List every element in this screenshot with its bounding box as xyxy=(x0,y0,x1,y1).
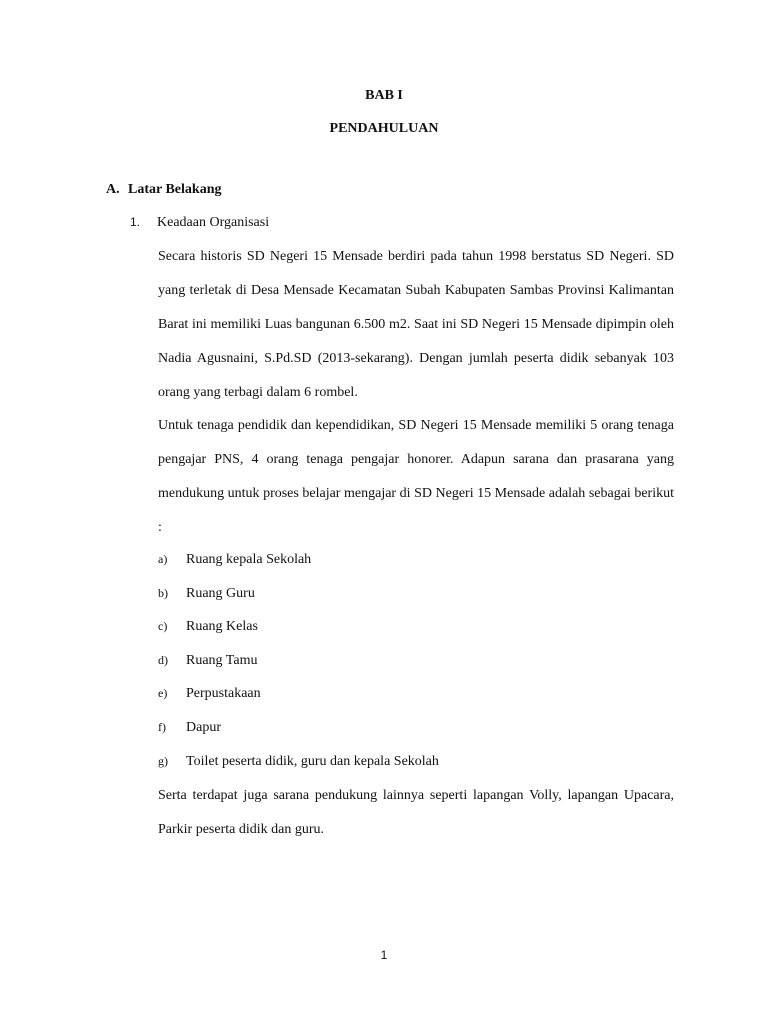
section-heading xyxy=(106,182,221,198)
list-text: Perpustakaan xyxy=(186,686,261,702)
list-letter: a) xyxy=(158,552,168,566)
list-item xyxy=(158,650,439,684)
list-letter: g) xyxy=(158,753,168,768)
paragraph-history: Secara historis SD Negeri 15 Mensade berdiri pada tahun 1998 berstatus SD Negeri. SD yang terletak di Desa Mensade Kecamatan Subah Kabupaten Sambas Provinsi Kalimantan Barat ini memiliki Luas bangunan 6.500 m2. Saat ini SD Negeri 15 Mensade dipimpin oleh Nadia Agusnaini, S.Pd.SD (2013-sekarang). Dengan jumlah peserta didik sebanyak 103 orang yang terbagi dalam 6 rombel. xyxy=(158,249,674,400)
list-text: Ruang kepala Sekolah xyxy=(186,552,312,567)
chapter-heading: BAB I xyxy=(365,88,403,103)
section-marker: A. xyxy=(106,182,120,197)
list-text: Dapur xyxy=(186,719,221,735)
list-text: Ruang Kelas xyxy=(186,619,258,635)
list-item xyxy=(158,616,439,650)
chapter-title: PENDAHULUAN xyxy=(329,121,439,136)
list-letter: b) xyxy=(158,585,168,600)
list-text: Ruang Guru xyxy=(186,585,255,601)
subsection-heading xyxy=(130,215,269,231)
list-letter: d) xyxy=(158,652,168,667)
paragraph-supporting-facilities: Serta terdapat juga sarana pendukung lainnya seperti lapangan Volly, lapangan Upacara, Parkir peserta didik dan guru. xyxy=(158,788,674,837)
section-title: Latar Belakang xyxy=(128,182,222,197)
list-item xyxy=(158,683,439,717)
list-letter: f) xyxy=(158,719,166,734)
list-letter: c) xyxy=(158,619,168,634)
list-item xyxy=(158,549,439,583)
facility-list xyxy=(158,549,439,784)
subsection-number: 1. xyxy=(130,215,141,229)
page-number: 1 xyxy=(380,948,388,962)
list-item xyxy=(158,717,439,751)
paragraph-staff: Untuk tenaga pendidik dan kependidikan, SD Negeri 15 Mensade memiliki 5 orang tenaga pengajar PNS, 4 orang tenaga pengajar honorer. Adapun sarana dan prasarana yang mendukung untuk proses belajar mengajar di SD Negeri 15 Mensade adalah sebagai berikut : xyxy=(158,418,674,535)
list-text: Toilet peserta didik, guru dan kepala Sekolah xyxy=(186,753,439,769)
list-text: Ruang Tamu xyxy=(186,652,258,668)
list-item xyxy=(158,583,439,617)
subsection-title: Keadaan Organisasi xyxy=(157,215,270,230)
list-letter: e) xyxy=(158,686,168,701)
